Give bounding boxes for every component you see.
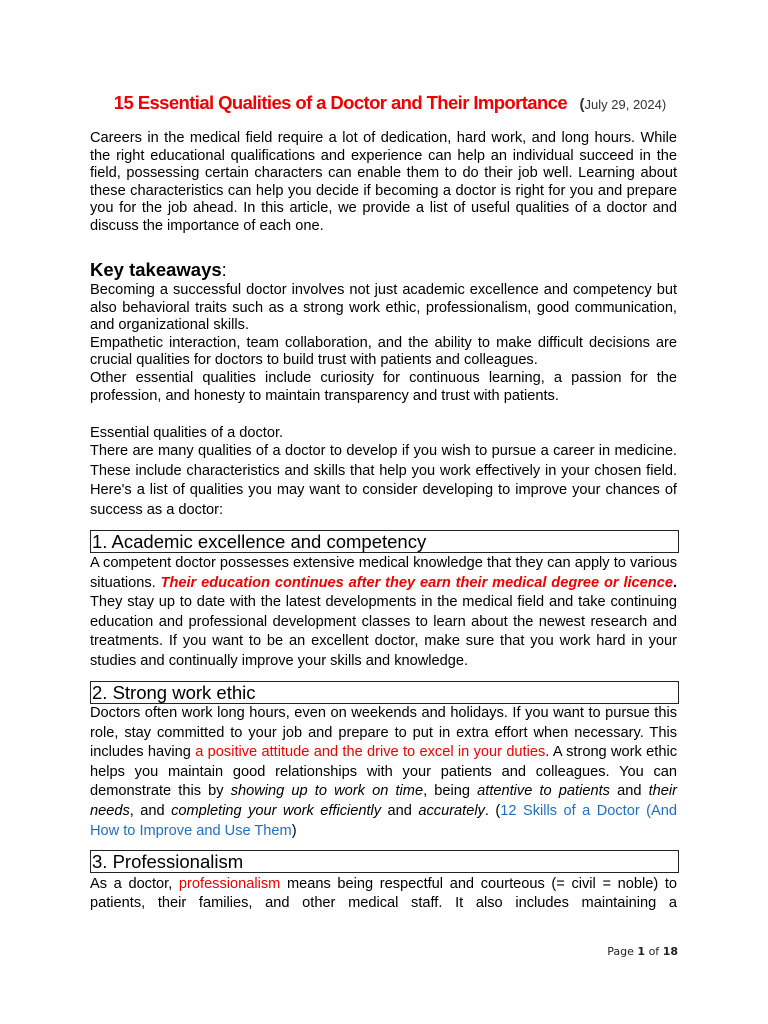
page-label: Page [607,945,634,958]
date-text: July 29, 2024) [584,97,667,112]
section-body-3 [90,875,677,913]
key-takeaway-item: Becoming a successful doctor involves not just academic excellence and competency but also behavioral traits such as a strong work ethic, professionalism, good communication, and organizational skills. [90,282,677,334]
section-2-italic-1: showing up to work on time [230,783,424,800]
section-1-text-b: They stay up to date with the latest developments in the medical field and take continuing education and professional development classes to learn about the newest research and treatments. If you want to be an excellent doctor, make sure that you work hard in your studies and continually improve your skills and knowledge. [90,594,677,669]
section-1-period: . [672,574,677,591]
intro-text: Careers in the medical field require a lot of dedication, hard work, and long hours. While the right educational qualifications and experience can help an individual succeed in the field, possessing certain characters can enable them to do their job well. Learning about these characteristics can help you decide if becoming a doctor is right for you and prepare you for the job ahead. In this article, we provide a list of useful qualities of a doctor and discuss the importance of each one. [90,130,677,234]
page-footer [560,945,678,958]
section-2-highlight: a positive attitude and the drive to excel in your duties [195,744,546,761]
document-date [580,97,667,112]
section-heading-3: 3. Professionalism [90,850,679,873]
intro-paragraph [90,130,677,236]
key-takeaways-heading [90,259,227,281]
page-of: of [648,945,660,958]
essential-qualities-label: Essential qualities of a doctor. [90,425,284,441]
key-takeaways-colon: : [221,259,227,280]
page-total: 18 [662,945,678,958]
section-2-italic-5: accurately [418,802,485,819]
section-heading-1: 1. Academic excellence and competency [90,530,679,553]
section-2-text-c: , being [423,783,478,800]
skills-of-doctor-link[interactable]: 12 Skills of a Doctor (And How to Improve and Use Them [90,802,677,839]
section-1-emphasis: Their education continues after they earn their medical degree or licence [160,574,673,591]
section-2-text-b: . A strong work ethic helps you maintain good relationships with your patients and colleagues. You can demonstrate this by [90,744,677,800]
section-body-2 [90,704,677,841]
key-takeaways-list [90,282,677,405]
date-open-paren: ( [579,96,585,113]
document-title: 15 Essential Qualities of a Doctor and Their Importance [113,92,568,113]
section-2-italic-4: completing your work efficiently [171,802,382,819]
section-2-text-d: and [609,783,649,800]
section-2-text-e: , and [129,802,172,819]
section-2-italic-3: their needs [90,783,677,819]
key-takeaways-heading-text: Key takeaways [90,259,222,280]
page-number: 1 [637,945,646,958]
section-3-paragraph [90,875,677,913]
title-row [90,92,690,114]
section-2-text-g: . ( [484,802,501,819]
section-2-paragraph [90,704,677,841]
section-1-paragraph [90,554,677,672]
section-body-1 [90,554,677,672]
key-takeaway-item: Empathetic interaction, team collaboration, and the ability to make difficult decisions are crucial qualities for doctors to build trust with patients and colleagues. [90,334,677,369]
section-heading-2: 2. Strong work ethic [90,681,679,704]
section-2-text-h: ) [291,822,297,839]
section-1-text-a: A competent doctor possesses extensive medical knowledge that they can apply to various situations. [90,555,677,591]
section-2-text-f: and [381,802,419,819]
section-3-text-a: As a doctor, [90,876,179,892]
essential-qualities-intro [90,425,677,520]
essential-qualities-text: There are many qualities of a doctor to develop if you wish to pursue a career in medicine. These include characteristics and skills that help you work effectively in your chosen field. Here's a list of qualities you may want to consider developing to improve your chances of success as a doctor: [90,443,677,518]
section-2-italic-2: attentive to patients [477,783,610,800]
section-3-text-b: means being respectful and courteous (= civil = noble) to patients, their families, and other medical staff. It also includes maintaining a [90,876,678,911]
section-3-highlight: professionalism [178,876,281,892]
section-2-text-a: Doctors often work long hours, even on weekends and holidays. If you want to pursue this role, stay committed to your job and prepare to put in extra effort when necessary. This includes having [90,705,677,761]
key-takeaway-item: Other essential qualities include curiosity for continuous learning, a passion for the profession, and honesty to maintain transparency and trust with patients. [90,369,677,404]
